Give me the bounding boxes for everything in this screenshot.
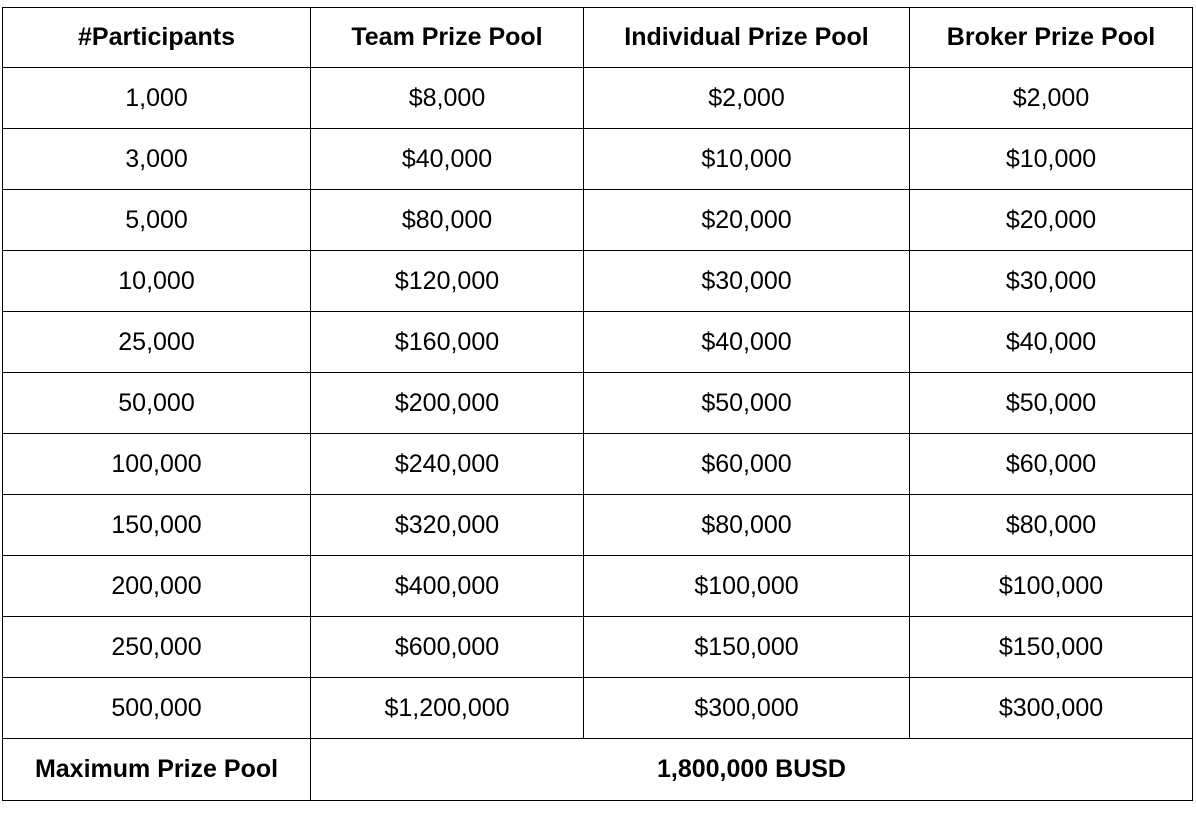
table-row: [3, 678, 1193, 739]
cell-individual-prize: $50,000: [584, 373, 910, 434]
maximum-prize-pool-value: 1,800,000 BUSD: [311, 739, 1193, 801]
header-broker-prize-pool: Broker Prize Pool: [910, 8, 1193, 68]
cell-participants: 5,000: [3, 190, 311, 251]
cell-broker-prize: $150,000: [910, 617, 1193, 678]
table-row: [3, 190, 1193, 251]
table-row: [3, 495, 1193, 556]
header-participants: #Participants: [3, 8, 311, 68]
table-header-row: [3, 8, 1193, 68]
cell-participants: 150,000: [3, 495, 311, 556]
table-row: [3, 373, 1193, 434]
cell-participants: 3,000: [3, 129, 311, 190]
cell-team-prize: $120,000: [311, 251, 584, 312]
cell-individual-prize: $10,000: [584, 129, 910, 190]
cell-broker-prize: $50,000: [910, 373, 1193, 434]
cell-participants: 1,000: [3, 68, 311, 129]
cell-broker-prize: $20,000: [910, 190, 1193, 251]
prize-pool-table: [2, 7, 1193, 801]
cell-individual-prize: $20,000: [584, 190, 910, 251]
header-individual-prize-pool: Individual Prize Pool: [584, 8, 910, 68]
cell-team-prize: $240,000: [311, 434, 584, 495]
cell-participants: 500,000: [3, 678, 311, 739]
cell-broker-prize: $100,000: [910, 556, 1193, 617]
cell-broker-prize: $2,000: [910, 68, 1193, 129]
table-row: [3, 129, 1193, 190]
cell-individual-prize: $300,000: [584, 678, 910, 739]
cell-broker-prize: $30,000: [910, 251, 1193, 312]
table-row: [3, 556, 1193, 617]
cell-team-prize: $1,200,000: [311, 678, 584, 739]
table-row: [3, 312, 1193, 373]
cell-participants: 200,000: [3, 556, 311, 617]
cell-team-prize: $400,000: [311, 556, 584, 617]
cell-team-prize: $600,000: [311, 617, 584, 678]
cell-individual-prize: $80,000: [584, 495, 910, 556]
cell-team-prize: $8,000: [311, 68, 584, 129]
maximum-prize-pool-label: Maximum Prize Pool: [3, 739, 311, 801]
cell-participants: 25,000: [3, 312, 311, 373]
cell-participants: 250,000: [3, 617, 311, 678]
cell-broker-prize: $40,000: [910, 312, 1193, 373]
cell-broker-prize: $300,000: [910, 678, 1193, 739]
cell-participants: 50,000: [3, 373, 311, 434]
table-row: [3, 68, 1193, 129]
cell-participants: 100,000: [3, 434, 311, 495]
table-row: [3, 617, 1193, 678]
cell-individual-prize: $150,000: [584, 617, 910, 678]
cell-individual-prize: $2,000: [584, 68, 910, 129]
table-row: [3, 251, 1193, 312]
cell-individual-prize: $40,000: [584, 312, 910, 373]
cell-team-prize: $160,000: [311, 312, 584, 373]
table-footer-row: [3, 739, 1193, 801]
cell-individual-prize: $30,000: [584, 251, 910, 312]
header-team-prize-pool: Team Prize Pool: [311, 8, 584, 68]
cell-team-prize: $200,000: [311, 373, 584, 434]
cell-participants: 10,000: [3, 251, 311, 312]
cell-team-prize: $40,000: [311, 129, 584, 190]
cell-individual-prize: $100,000: [584, 556, 910, 617]
cell-broker-prize: $60,000: [910, 434, 1193, 495]
cell-team-prize: $80,000: [311, 190, 584, 251]
cell-broker-prize: $10,000: [910, 129, 1193, 190]
cell-broker-prize: $80,000: [910, 495, 1193, 556]
cell-individual-prize: $60,000: [584, 434, 910, 495]
table-row: [3, 434, 1193, 495]
cell-team-prize: $320,000: [311, 495, 584, 556]
